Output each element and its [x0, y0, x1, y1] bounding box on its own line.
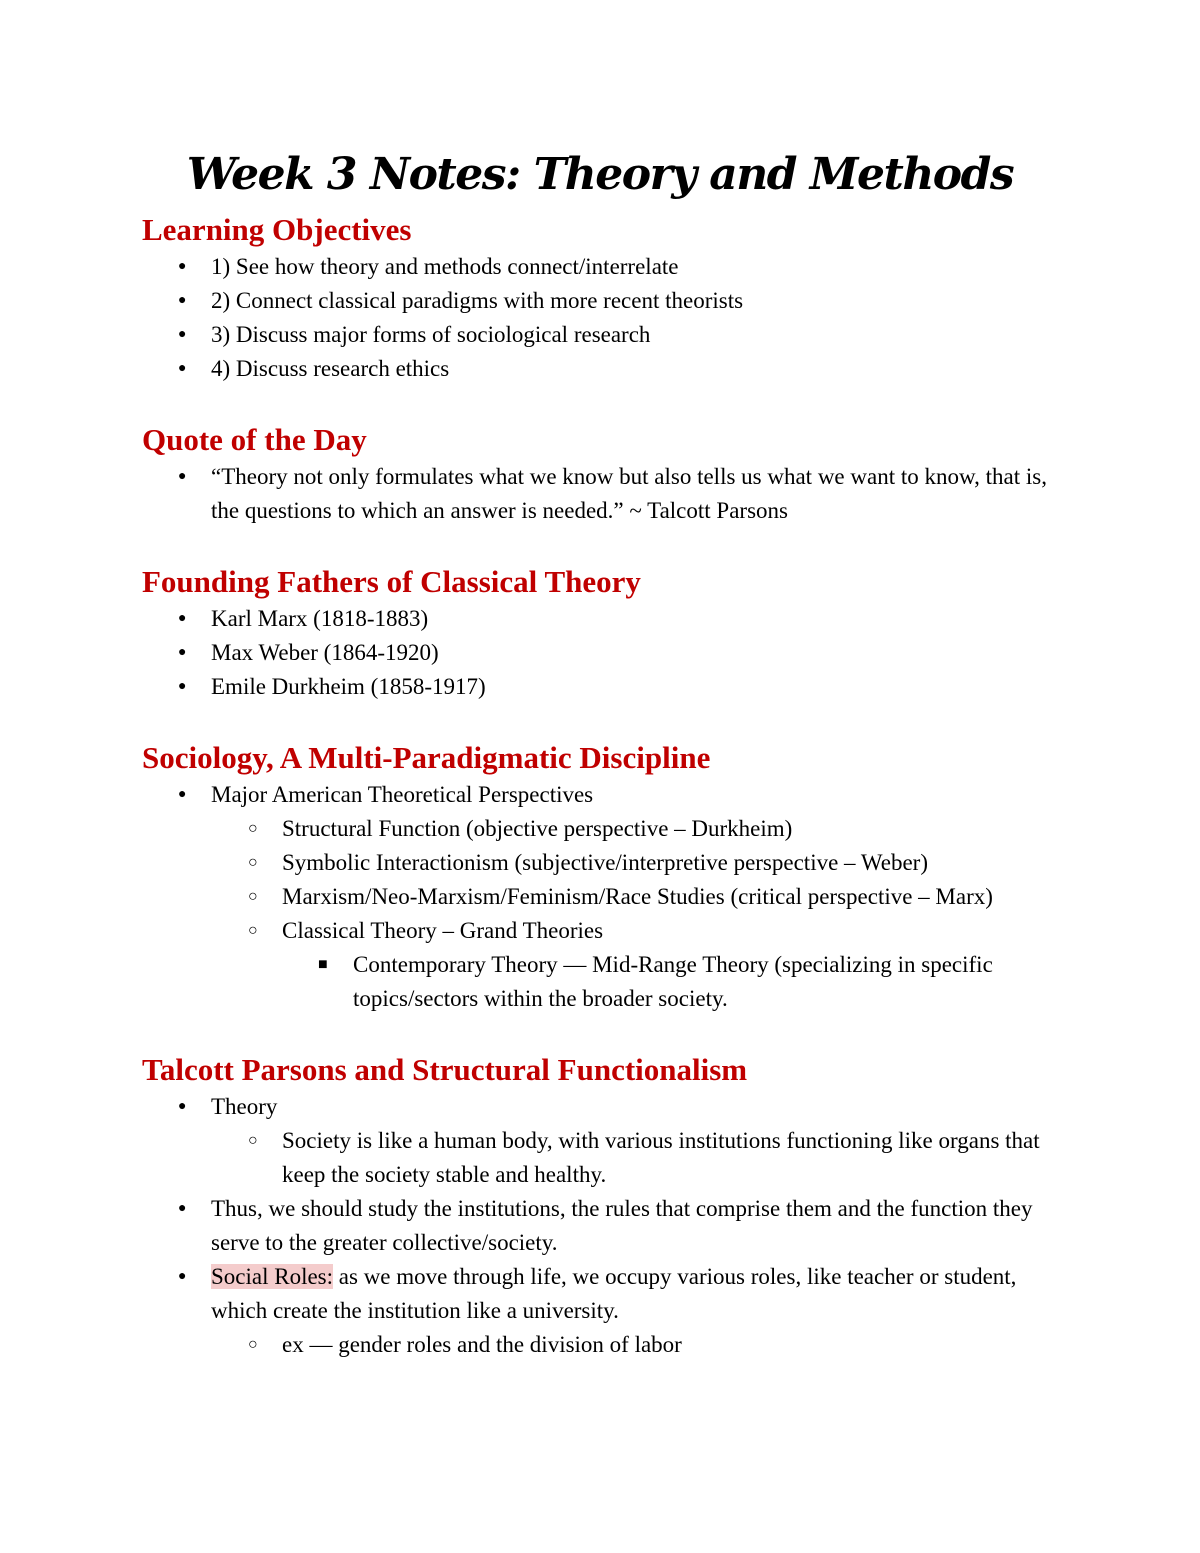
section-talcott-parsons	[142, 1050, 1050, 1362]
founders-list	[142, 602, 1050, 704]
list-item: ■ Contemporary Theory — Mid-Range Theory (specializing in specific topics/sectors within the broader society.	[142, 948, 1050, 1016]
paradigm-list	[142, 778, 1050, 1016]
list-item: ○ Structural Function (objective perspective – Durkheim)	[142, 812, 1050, 846]
parsons-list	[142, 1090, 1050, 1362]
square-bullet-icon: ■	[318, 956, 328, 973]
list-item: ● Major American Theoretical Perspectives	[142, 778, 1050, 812]
section-multi-paradigmatic	[142, 738, 1050, 1016]
bullet-icon: ●	[178, 327, 187, 342]
hollow-bullet-icon: ○	[248, 888, 258, 905]
list-item: ○ Symbolic Interactionism (subjective/interpretive perspective – Weber)	[142, 846, 1050, 880]
objectives-list	[142, 250, 1050, 386]
bullet-icon: ●	[178, 611, 187, 626]
bullet-icon: ●	[178, 645, 187, 660]
list-item: ● Max Weber (1864-1920)	[142, 636, 1050, 670]
list-item: ● Emile Durkheim (1858-1917)	[142, 670, 1050, 704]
bullet-icon: ●	[178, 361, 187, 376]
list-item: ● Social Roles: as we move through life, we occupy various roles, like teacher or student, which create the institution like a university.	[142, 1260, 1050, 1328]
bullet-icon: ●	[178, 469, 187, 484]
section-heading: Talcott Parsons and Structural Functionalism	[142, 1052, 748, 1087]
bullet-icon: ●	[178, 1269, 187, 1284]
bullet-icon: ●	[178, 679, 187, 694]
hollow-bullet-icon: ○	[248, 820, 258, 837]
section-heading: Sociology, A Multi-Paradigmatic Discipline	[142, 740, 711, 775]
document-title: Week 3 Notes: Theory and Methods	[186, 149, 1014, 200]
hollow-bullet-icon: ○	[248, 1336, 258, 1353]
bullet-icon: ●	[178, 787, 187, 802]
section-learning-objectives	[142, 210, 1050, 386]
bullet-icon: ●	[178, 293, 187, 308]
list-item: ● Karl Marx (1818-1883)	[142, 602, 1050, 636]
list-item: ● 3) Discuss major forms of sociological research	[142, 318, 1050, 352]
list-item: ○ Marxism/Neo-Marxism/Feminism/Race Studies (critical perspective – Marx)	[142, 880, 1050, 914]
bullet-icon: ●	[178, 1201, 187, 1216]
hollow-bullet-icon: ○	[248, 854, 258, 871]
section-heading: Learning Objectives	[142, 212, 412, 247]
list-item: ○ Society is like a human body, with various institutions functioning like organs that keep the society stable and healthy.	[142, 1124, 1050, 1192]
list-item: ● 1) See how theory and methods connect/interrelate	[142, 250, 1050, 284]
quote-list	[142, 460, 1050, 528]
hollow-bullet-icon: ○	[248, 1132, 258, 1149]
section-founding-fathers	[142, 562, 1050, 704]
list-item: ● Thus, we should study the institutions, the rules that comprise them and the function they serve to the greater collective/society.	[142, 1192, 1050, 1260]
list-item	[142, 460, 1050, 528]
section-quote-of-the-day	[142, 420, 1050, 528]
list-item: ○ Classical Theory – Grand Theories	[142, 914, 1050, 948]
highlighted-term: Social Roles:	[211, 1264, 334, 1289]
list-item: ● 2) Connect classical paradigms with more recent theorists	[142, 284, 1050, 318]
list-item: ● 4) Discuss research ethics	[142, 352, 1050, 386]
hollow-bullet-icon: ○	[248, 922, 258, 939]
list-item: ● Theory	[142, 1090, 1050, 1124]
bullet-icon: ●	[178, 1099, 187, 1114]
list-item: ○ ex — gender roles and the division of labor	[142, 1328, 1050, 1362]
section-heading: Founding Fathers of Classical Theory	[142, 564, 641, 599]
section-heading: Quote of the Day	[142, 422, 367, 457]
quote-text: “Theory not only formulates what we know but also tells us what we want to know, that is, the questions to which an answer is needed.” ~ Talcott Parsons	[211, 464, 1047, 523]
bullet-icon: ●	[178, 259, 187, 274]
